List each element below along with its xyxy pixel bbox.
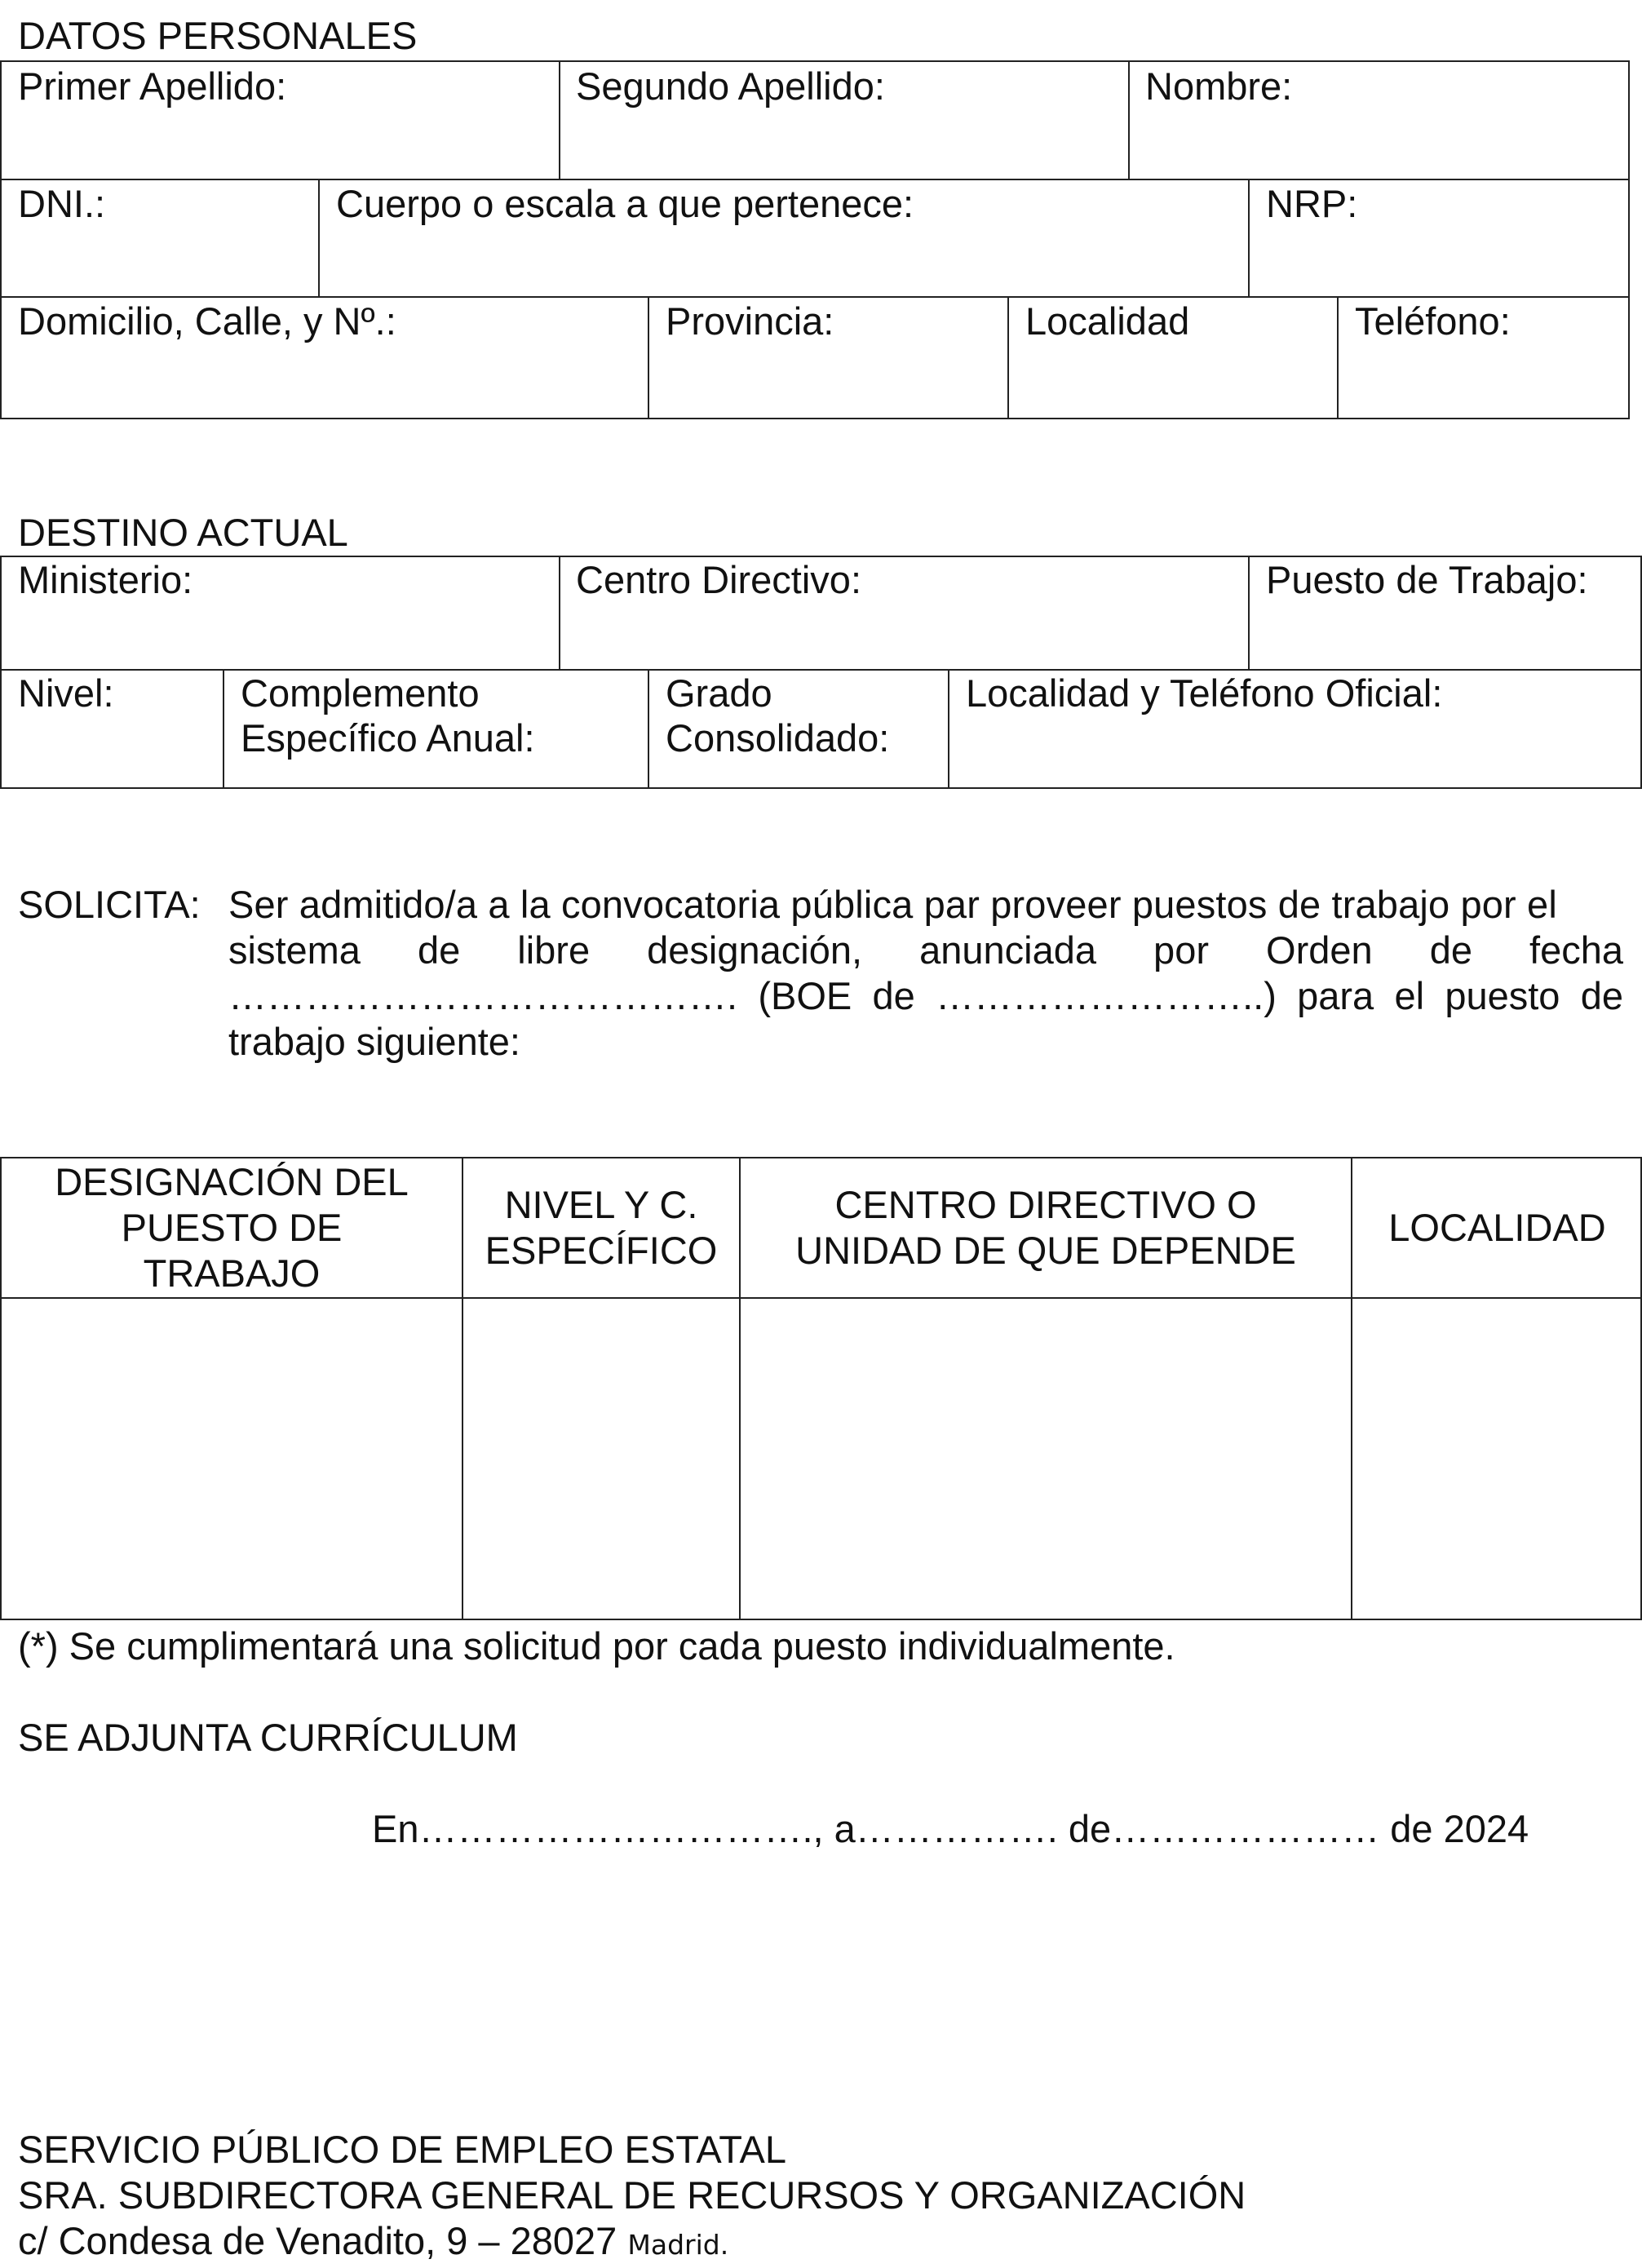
datos-personales-table	[0, 60, 1630, 419]
nrp-field[interactable]: NRP:	[1266, 182, 1358, 225]
puesto-trabajo-field[interactable]: Puesto de Trabajo:	[1266, 558, 1588, 601]
footnote: (*) Se cumplimentará una solicitud por cada puesto individualmente.	[18, 1624, 1175, 1668]
localidad-field[interactable]: Localidad	[1025, 299, 1190, 343]
row-divider	[2, 179, 1630, 180]
solicita-line3: …………………………………. (BOE de ……………………..) para el puesto de	[228, 974, 1623, 1017]
col-divider	[318, 179, 320, 296]
col-header-designacion	[2, 1158, 462, 1297]
section-title-destino-actual: DESTINO ACTUAL	[18, 511, 348, 554]
address-city: Madrid.	[627, 2229, 729, 2261]
nombre-field[interactable]: Nombre:	[1145, 64, 1293, 108]
col-divider	[559, 62, 560, 179]
col-header-designacion-line2: PUESTO DE	[121, 1206, 343, 1249]
address-street: c/ Condesa de Venadito, 9 – 28027	[18, 2219, 617, 2262]
fecha-line: En…………………………., a……………. de………………… de 2024	[372, 1807, 1529, 1850]
adjunta-curriculum: SE ADJUNTA CURRÍCULUM	[18, 1716, 518, 1759]
col-header-centro-line1: CENTRO DIRECTIVO O	[834, 1183, 1257, 1226]
col-divider	[648, 669, 649, 789]
puestos-table	[0, 1157, 1642, 1620]
cuerpo-escala-field[interactable]: Cuerpo o escala a que pertenece:	[336, 182, 914, 225]
col-divider	[648, 296, 649, 419]
col-header-nivel-line2: ESPECÍFICO	[485, 1229, 718, 1272]
localidad-telefono-oficial-field[interactable]: Localidad y Teléfono Oficial:	[966, 671, 1443, 715]
address-line3	[18, 2218, 728, 2268]
col-divider	[1007, 296, 1009, 419]
solicita-line1: Ser admitido/a a la convocatoria pública par proveer puestos de trabajo por el	[228, 883, 1557, 926]
segundo-apellido-field[interactable]: Segundo Apellido:	[576, 64, 885, 108]
col-header-localidad: LOCALIDAD	[1388, 1206, 1606, 1249]
centro-directivo-field[interactable]: Centro Directivo:	[576, 558, 861, 601]
address-line1: SERVICIO PÚBLICO DE EMPLEO ESTATAL	[18, 2128, 786, 2171]
grado-label-line1: Grado	[666, 671, 772, 715]
col-divider	[1128, 62, 1130, 179]
dni-field[interactable]: DNI.:	[18, 182, 106, 225]
row-divider	[2, 296, 1630, 298]
col-header-centro-directivo	[741, 1158, 1351, 1297]
col-divider	[1337, 296, 1339, 419]
col-divider	[1248, 557, 1250, 669]
primer-apellido-field[interactable]: Primer Apellido:	[18, 64, 287, 108]
localidad-cell[interactable]	[1352, 1299, 1642, 1620]
designacion-cell[interactable]	[2, 1299, 462, 1620]
col-divider	[1248, 179, 1250, 296]
nivel-field[interactable]: Nivel:	[18, 671, 114, 715]
destino-actual-table	[0, 556, 1642, 789]
solicita-text-line1	[228, 882, 1623, 928]
col-header-centro-line2: UNIDAD DE QUE DEPENDE	[795, 1229, 1296, 1272]
ministerio-field[interactable]: Ministerio:	[18, 558, 193, 601]
col-divider	[223, 669, 224, 789]
domicilio-field[interactable]: Domicilio, Calle, y Nº.:	[18, 299, 396, 343]
section-title-datos-personales: DATOS PERSONALES	[18, 14, 418, 57]
provincia-field[interactable]: Provincia:	[666, 299, 834, 343]
col-header-designacion-line1: DESIGNACIÓN DEL	[55, 1160, 409, 1203]
solicita-line4: trabajo siguiente:	[228, 1020, 520, 1063]
grado-label-line2: Consolidado:	[666, 716, 890, 760]
col-header-designacion-line3: TRABAJO	[143, 1251, 321, 1295]
centro-directivo-cell[interactable]	[741, 1299, 1351, 1620]
col-header-nivel-line1: NIVEL Y C.	[504, 1183, 698, 1226]
complemento-label-line2: Específico Anual:	[241, 716, 535, 760]
complemento-label-line1: Complemento	[241, 671, 480, 715]
col-header-nivel	[463, 1158, 739, 1297]
solicita-label: SOLICITA:	[18, 883, 201, 926]
address-line2: SRA. SUBDIRECTORA GENERAL DE RECURSOS Y ORGANIZACIÓN	[18, 2173, 1246, 2217]
col-divider	[559, 557, 560, 669]
telefono-field[interactable]: Teléfono:	[1355, 299, 1511, 343]
col-divider	[948, 669, 949, 789]
nivel-cell[interactable]	[463, 1299, 739, 1620]
solicita-line2: sistema de libre designación, anunciada por Orden de fecha	[228, 928, 1623, 972]
